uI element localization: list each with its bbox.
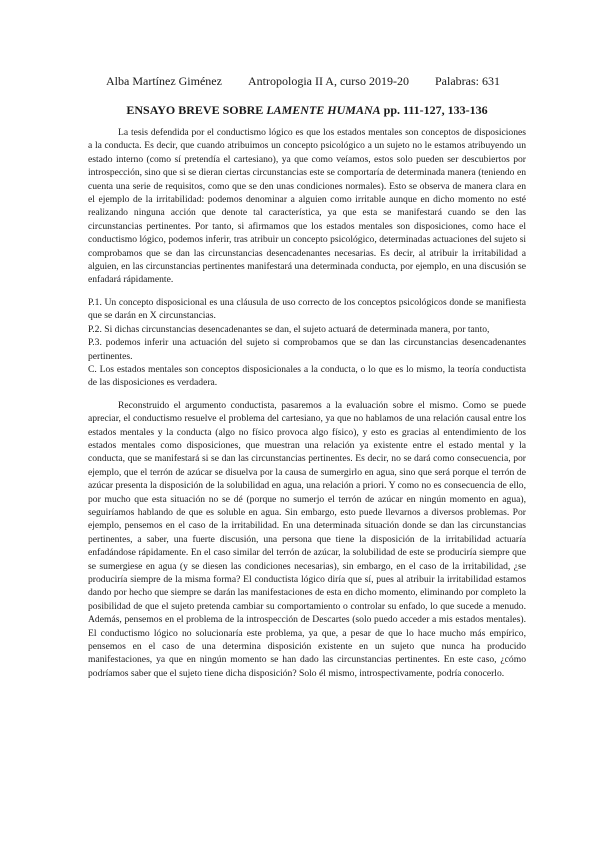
essay-title: [88, 103, 526, 118]
document-header: [106, 74, 500, 89]
author-name: Alba Martínez Giménez: [106, 74, 222, 88]
course-info: Antropologia II A, curso 2019-20: [247, 74, 409, 88]
title-pages: pp. 111-127, 133-136: [380, 103, 488, 117]
spacer: [88, 390, 526, 399]
paragraph-evaluation: Reconstruido el argumento conductista, pasaremos a la evaluación sobre el mismo. Como se puede apreciar, el conductismo resuelve el problema del cartesiano, ya que no hablamos de una relación causal entre los estados mentales y la conducta (algo no físico provoca algo físico), y esto es gracias al entendimiento de los estados mentales como disposiciones, que muestran una relación ya existente entre el estado mental y la conducta, que se manifestará si se dan las circunstancias pertinentes. Es decir, no se dará como consecuencia, por ejemplo, que el terrón de azúcar se disuelva por la causa de sumergirlo en agua, sino que será porque el terrón de azúcar presenta la disposición de la solubilidad en agua, una relación a priori. Y como no es consecuencia de ello, por mucho que esta situación no se dé (porque no sumerjo el terrón de azúcar en ningún momento en agua), seguiríamos hablando de que es soluble en agua. Sin embargo, esto puede llevarnos a diversos problemas. Por ejemplo, pensemos en el caso de la irritabilidad. En una determinada situación donde se dan las circunstancias pertinentes, a saber, una fuerte discusión, una persona que tiene la disposición de la irritabilidad actuaría enfadándose rápidamente. En el caso similar del terrón de azúcar, la solubilidad de este se produciría siempre que se sumergiese en agua (y se diesen las condiciones necesarias), sin embargo, en el caso de la irritabilidad, ¿se produciría siempre de la misma forma? El conductista lógico diría que sí, pues al atribuir la irritabilidad estamos dando por hecho que siempre se darán las manifestaciones de esta en dicho momento, eliminando por completo la posibilidad de que el sujeto pretenda cambiar su comportamiento o controlar su enfado, lo que sucede a menudo. Además, pensemos en el problema de la introspección de Descartes (solo puedo acceder a mis estados mentales). El conductismo lógico no solucionaría este problema, ya que, a pesar de que lo hace mucho más empírico, pensemos en el caso de una determina disposición existente en un sujeto que nunca ha producido manifestaciones, ya que en ningún momento se han dado las circunstancias pertinentes. En este caso, ¿cómo podríamos saber que el sujeto tiene dicha disposición? Solo él mismo, introspectivamente, podría conocerlo.: [88, 399, 526, 679]
title-prefix: ENSAYO BREVE SOBRE: [126, 103, 267, 117]
title-book: LAMENTE HUMANA: [266, 103, 381, 117]
paragraph-intro: La tesis defendida por el conductismo lógico es que los estados mentales son conceptos de disposiciones a la conducta. Es decir, que cuando atribuimos un concepto psicológico a un sujeto no le estamos atribuyendo un estado interno (como sí pretendía el cartesiano), ya que como veíamos, estos solo pueden ser descubiertos por introspección, sino que si se dieran ciertas circunstancias este se comportaría de determinada manera (teniendo en cuenta una serie de requisitos, como que se den unas condiciones normales). Esto se observa de manera clara en el ejemplo de la irritabilidad: podemos denominar a alguien como irritable aunque en dicho momento no esté realizando ninguna acción que denote tal característica, ya que esta se manifestará cuando se den las circunstancias pertinentes. Por tanto, si afirmamos que los estados mentales son disposiciones, como hace el conductismo lógico, podemos inferir, tras atribuir un concepto psicológico, determinadas actuaciones del sujeto si comprobamos que se dan las circunstancias desencadenantes necesarias. Es decir, al atribuir la irritabilidad a alguien, en las circunstancias pertinentes manifestará una determinada conducta, por ejemplo, en una discusión se enfadará rápidamente.: [88, 127, 526, 286]
spacer: [88, 287, 526, 296]
premise-3: P.3. podemos inferir una actuación del sujeto si comprobamos que se dan las circunstancias desencadenantes pertinentes.: [88, 337, 526, 362]
conclusion: C. Los estados mentales son conceptos disposicionales a la conducta, o lo que es lo mismo, la teoría conductista de las disposiciones es verdadera.: [88, 363, 526, 389]
word-count: Palabras: 631: [435, 74, 500, 88]
premise-1: P.1. Un concepto disposicional es una cláusula de uso correcto de los conceptos psicológicos donde se manifiesta que se darán en X circunstancias.: [88, 296, 526, 322]
premise-2: P.2. Si dichas circunstancias desencadenantes se dan, el sujeto actuará de determinada manera, por tanto,: [88, 323, 490, 335]
argument-premises: [88, 296, 526, 390]
